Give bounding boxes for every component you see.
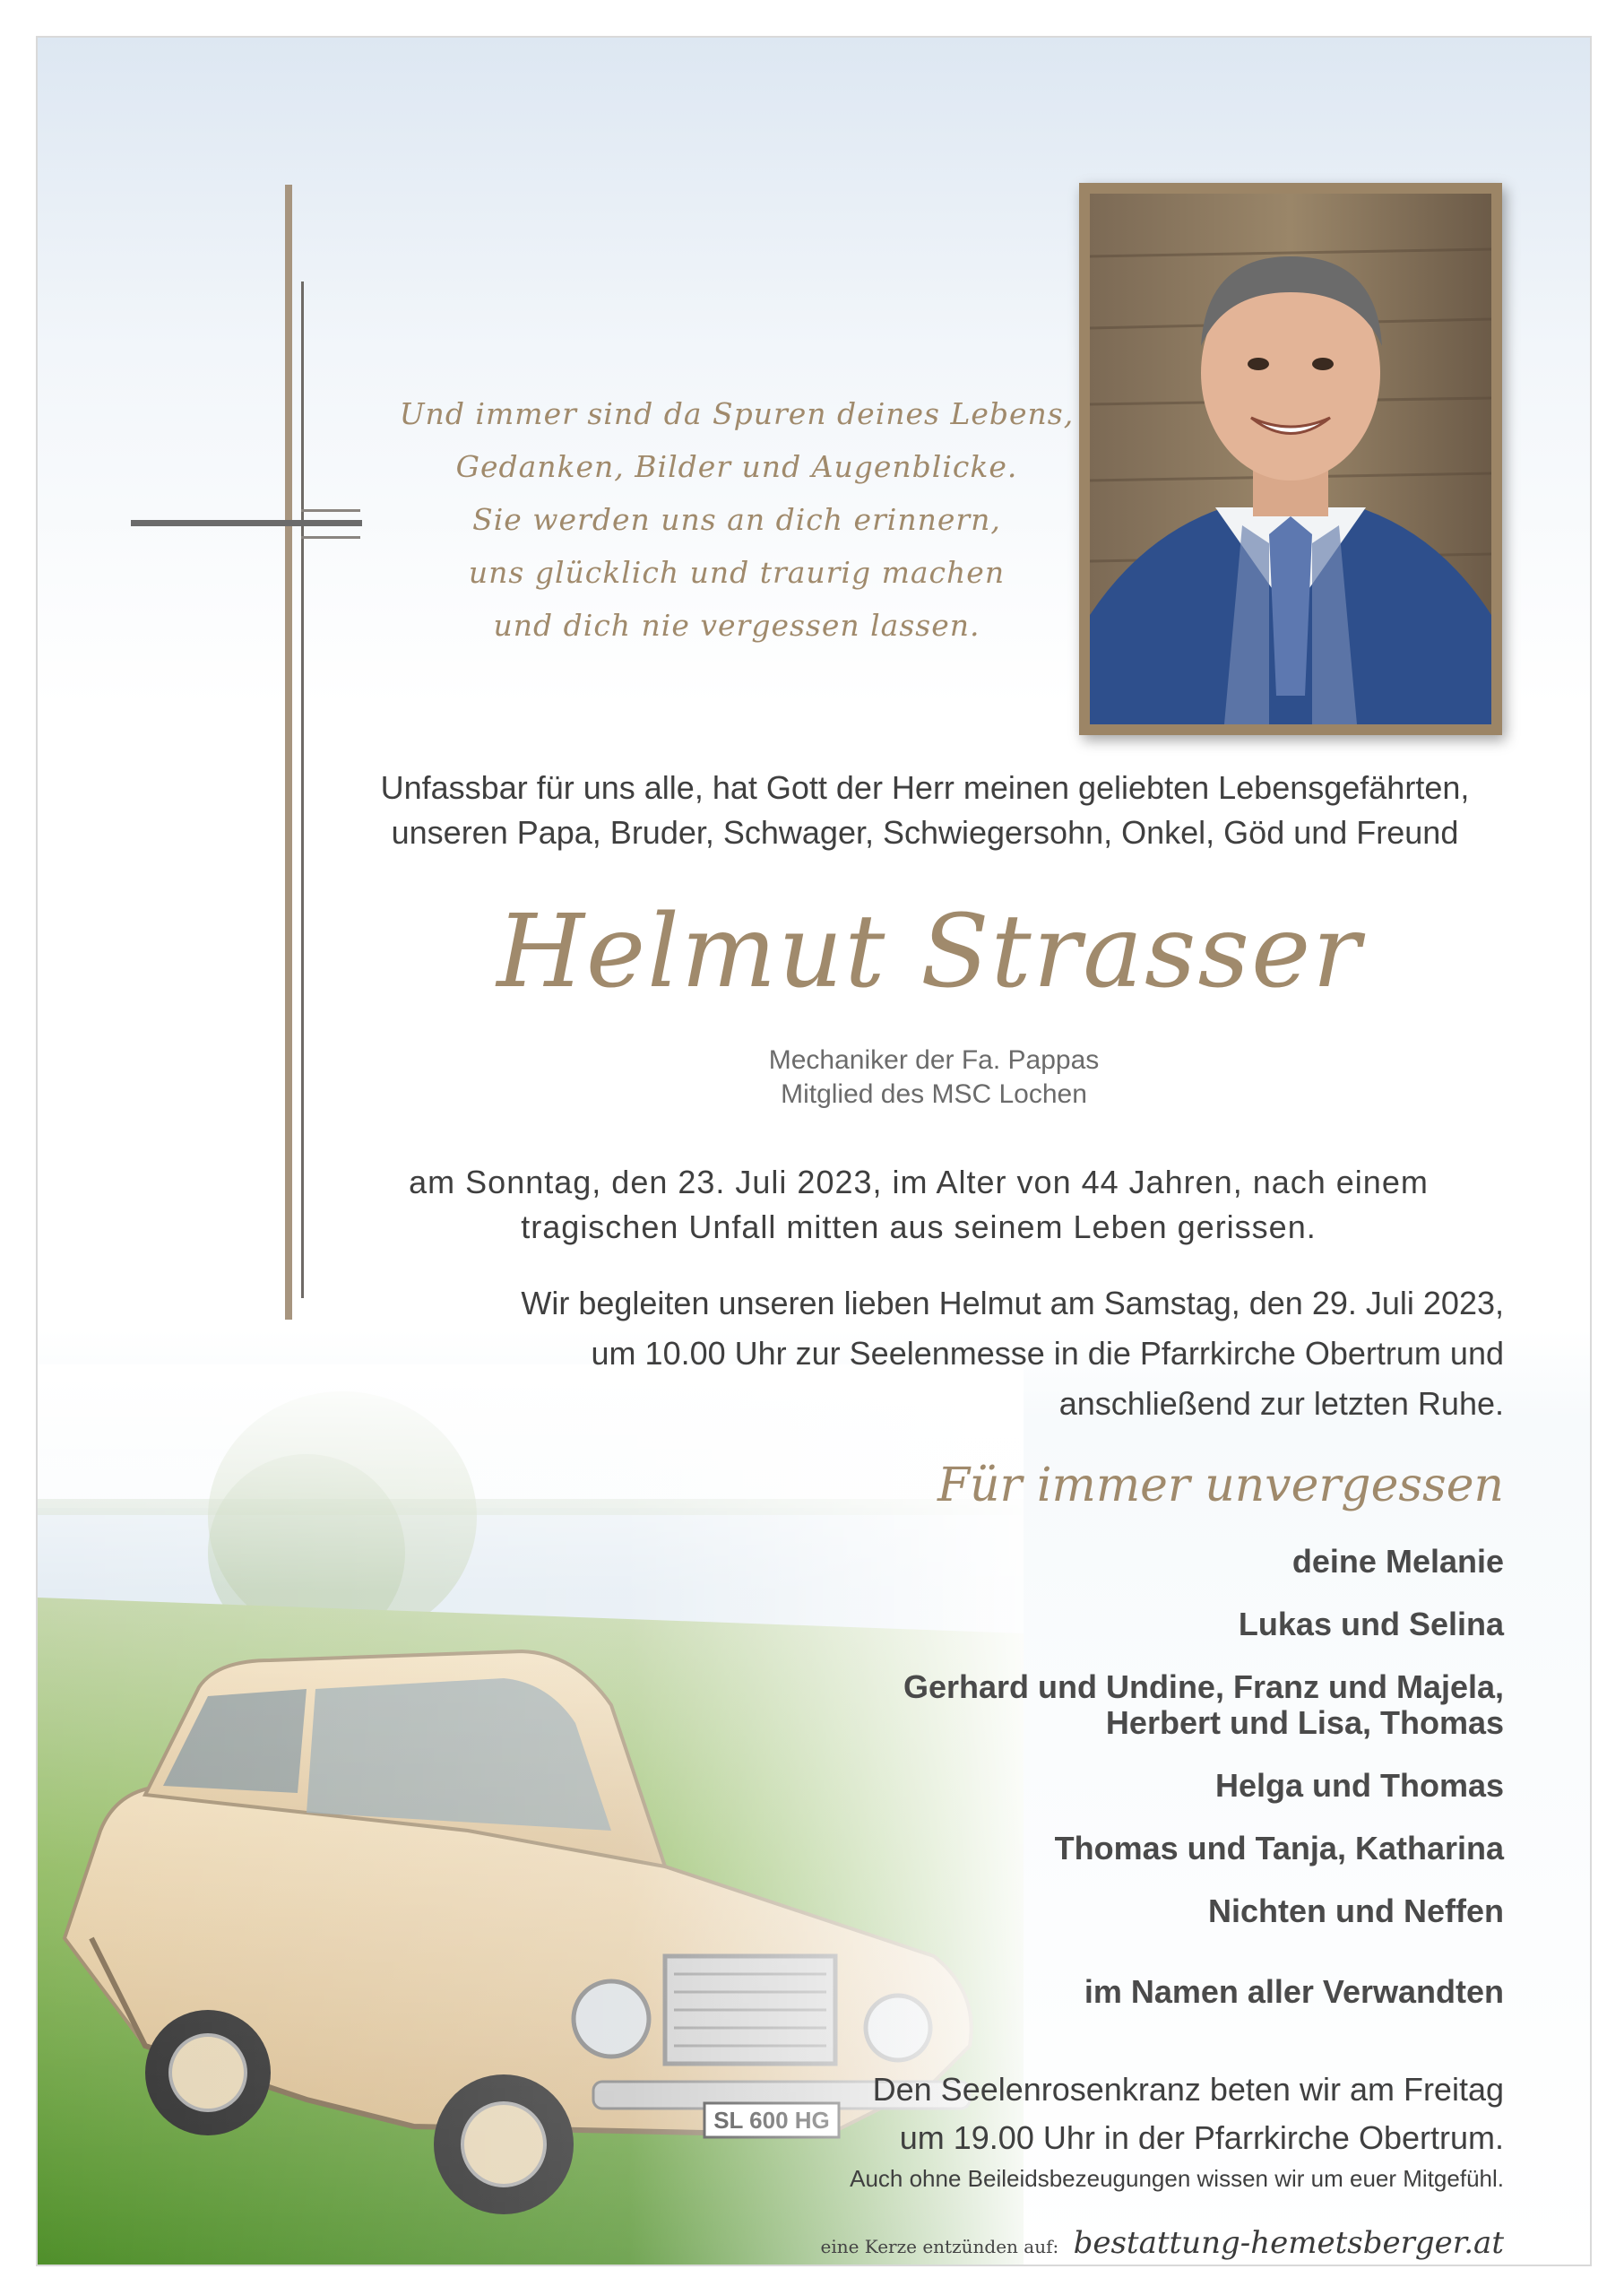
funeral-line: um 10.00 Uhr zur Seelenmesse in die Pfarrkirche Obertrum und: [591, 1335, 1504, 1372]
intro-line: Unfassbar für uns alle, hat Gott der Herr meinen geliebten Lebensgefährten,: [380, 769, 1470, 806]
deceased-name: Helmut Strasser: [497, 894, 1362, 1010]
death-notice-line: am Sonntag, den 23. Juli 2023, im Alter von 44 Jahren, nach einem: [409, 1164, 1429, 1200]
funeral-line: anschließend zur letzten Ruhe.: [1058, 1385, 1504, 1422]
cross-vertical-bar: [285, 185, 292, 1320]
rosary-line: um 19.00 Uhr in der Pfarrkirche Obertrum.: [899, 2119, 1504, 2156]
condolence-note: Auch ohne Beileidsbezeugungen wissen wir um euer Mitgefühl.: [850, 2165, 1504, 2192]
deceased-details: [575, 1044, 1292, 1112]
poem-line: Und immer sind da Spuren deines Lebens,: [399, 396, 1075, 431]
intro-text: [333, 766, 1516, 855]
website-link[interactable]: bestattung-hemetsberger.at: [1073, 2225, 1504, 2261]
death-notice-line: tragischen Unfall mitten aus seinem Leben gerissen.: [521, 1208, 1317, 1245]
funeral-info: [333, 1278, 1504, 1429]
death-notice: [333, 1160, 1504, 1250]
poem-line: Sie werden uns an dich erinnern,: [472, 502, 1001, 537]
obituary-card: [36, 36, 1592, 2266]
poem-line: Gedanken, Bilder und Augenblicke.: [455, 449, 1018, 484]
family-entry: Gerhard und Undine, Franz und Majela,: [903, 1668, 1504, 1705]
cross-vertical-line: [301, 281, 304, 1298]
family-entry: Nichten und Neffen: [1208, 1892, 1504, 1929]
membership: Mitglied des MSC Lochen: [781, 1079, 1087, 1109]
forever-heading: Für immer unvergessen: [937, 1459, 1504, 1512]
occupation: Mechaniker der Fa. Pappas: [768, 1045, 1100, 1075]
family-entry-relatives: im Namen aller Verwandten: [1084, 1973, 1504, 2010]
family-entry: Lukas und Selina: [1238, 1606, 1504, 1642]
rosary-info: [665, 2066, 1504, 2162]
funeral-line: Wir begleiten unseren lieben Helmut am Samstag, den 29. Juli 2023,: [521, 1285, 1504, 1321]
family-entry: deine Melanie: [1291, 1543, 1504, 1580]
rosary-line: Den Seelenrosenkranz beten wir am Freitag: [872, 2071, 1504, 2108]
family-entry: Thomas und Tanja, Katharina: [1054, 1830, 1504, 1866]
candle-label: eine Kerze entzünden auf:: [820, 2236, 1059, 2257]
portrait-frame: [1079, 183, 1502, 735]
memorial-poem: [351, 387, 1122, 652]
poem-line: uns glücklich und traurig machen: [468, 555, 1006, 590]
cross-horizontal-bar: [131, 520, 362, 526]
candle-footer: [665, 2225, 1504, 2265]
portrait-photo: [1090, 194, 1491, 724]
family-entry: Herbert und Lisa, Thomas: [1105, 1704, 1504, 1741]
family-entry: Helga und Thomas: [1214, 1767, 1504, 1804]
family-list: [665, 1544, 1504, 2010]
intro-line: unseren Papa, Bruder, Schwager, Schwiegersohn, Onkel, Göd und Freund: [391, 814, 1459, 851]
poem-line: und dich nie vergessen lassen.: [493, 608, 980, 643]
